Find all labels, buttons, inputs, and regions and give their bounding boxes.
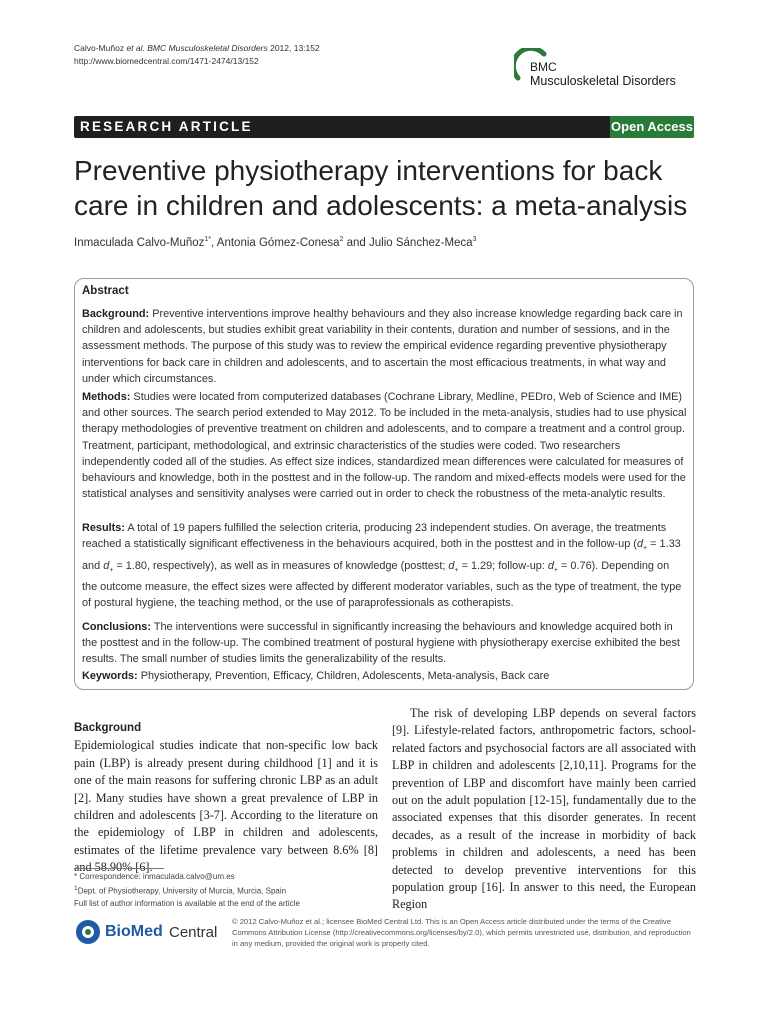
open-access-badge: Open Access [610,116,694,138]
effect-v3: = 1.29; follow-up: [458,559,548,572]
body-paragraph-right: The risk of developing LBP depends on several factors [9]. Lifestyle-related factors, anthropometric factors, school-related factors and psychosocial factors are all associated with LBP in children and adolescents [2,10,11]. Programs for the prevention of LBP and discomfort have mainly been carried out on the adult population [12-15], fundamentally due to the associated expenses that this disorder generates. In recent decades, as a result of the increase in morbidity of back problems in children and adolescents, a need has been detected to develop preventive interventions for this population group [16]. In answer to this need, the European Region [392,706,696,912]
body-column-left [74,720,378,877]
effect-d4-sub: + [553,566,559,574]
effect-d3: d [448,559,455,572]
abstract-conclusions [82,619,687,668]
body-paragraph-left: Epidemiological studies indicate that non-specific low back pain (LBP) is already present during childhood [1] and it is one of the main reasons for suffering chronic LBP as an adult [2]. Many studies have shown a great prevalence of LBP in children and adolescents [3-7]. According to the literature on the epidemiology of LBP in children and adolescents, estimates of the lifetime prevalence vary between 8.6% [8] and 58.90% [6]. [74,738,378,875]
effect-v1: = 1.33 and [82,538,681,572]
affiliation-text: Dept. of Physiotherapy, University of Murcia, Murcia, Spain [77,886,287,896]
biomed-circle-icon [74,918,102,946]
abstract-background-text: Preventive interventions improve healthy behaviours and they also increase knowledge regarding back care in children and adolescents, but studies exhibit great variability in their contents, duration and number of sessions, and in the assessment methods. The purpose of this study was to review the empirical evidence regarding preventive physiotherapy interventions for back care in children and adolescents, and to ascertain the most efficacious treatments, in what way and under which circumstances. [82,308,683,385]
citation-line [74,42,320,55]
affiliation-note [74,883,374,898]
author-3: and Julio Sánchez-Meca [343,236,473,249]
abstract-conclusions-text: The interventions were successful in significantly increasing the behaviours and knowledge acquired both in the posttest and in the follow-up. The combined treatment of postural hygiene with physiotherapy exercise exhibited the best results. The small number of studies limits the generalizability of the results. [82,621,680,666]
abstract-results-text-1: A total of 19 papers fulfilled the selection criteria, producing 23 independent studies. On average, the treatments reached a statistically significant effectiveness in the behaviours acquired, both in the posttest and in the follow-up ( [82,522,667,551]
abstract-keywords [82,668,687,684]
footnote-divider [74,868,164,869]
abstract-results-label: Results: [82,522,125,534]
effect-v4: = 0.76). Depending on the outcome measure, the effect sizes were affected by different moderator variables, such as the type of treatment, the type of postural hygiene, the teaching method, or the use of paraprofessionals as cotherapists. [82,559,682,610]
article-title: Preventive physiotherapy interventions for back care in children and adolescents: a meta-analysis [74,155,688,221]
effect-d2: d [103,559,110,572]
citation-header [74,42,320,68]
abstract-heading: Abstract [82,285,129,297]
abstract-methods [82,389,687,502]
logo-biomed: BioMed [105,923,163,940]
author-2: , Antonia Gómez-Conesa [211,236,340,249]
journal-logo-bmc: BMC [530,60,557,74]
abstract-background-label: Background: [82,308,150,320]
license-text: © 2012 Calvo-Muñoz et al.; licensee BioMed Central Ltd. This is an Open Access article distributed under the terms of the Creative Commons Attribution License (http://creativecommons.org/licenses/by/2.0), which permits unrestricted use, distribution, and reproduction in any medium, provided the original work is properly cited. [232,917,691,948]
footnotes [74,871,374,910]
abstract-results [82,520,687,611]
author-2-affil: 2 [339,236,344,243]
body-column-right [392,705,696,914]
effect-d1: d [636,538,644,551]
effect-d3-sub: + [454,566,459,574]
author-1-affil: 1* [204,236,212,243]
abstract-background [82,306,687,387]
citation-authors: Calvo-Muñoz [74,43,125,53]
journal-logo [514,46,714,96]
abstract-methods-text: Studies were located from computerized databases (Cochrane Library, Medline, PEDro, Web of Science and IME) and other sources. The search period extended to May 2012. To be included in the meta-analysis, studies had to use physical therapy methodologies of preventive treatment on children and adolescents, and to compare a treatment and a control group. Treatment, participant, methodological, and extrinsic characteristics of the studies were coded. Two researchers independently coded all of the studies. As effect size indices, standardized mean differences were calculated for measures of behaviours and knowledge, both in the posttest and in the follow-up. The random and mixed-effects models were used for the statistical analyses and sensitivity analyses were carried out in order to check the robustness of the meta-analytic results. [82,391,687,501]
logo-central: Central [169,924,218,941]
full-list-note: Full list of author information is available at the end of the article [74,898,300,908]
journal-logo-name: Musculoskeletal Disorders [530,74,676,88]
abstract-conclusions-label: Conclusions: [82,621,151,633]
author-1: Inmaculada Calvo-Muñoz [74,236,205,249]
author-3-affil: 3 [472,236,477,243]
effect-v2: = 1.80, respectively), as well as in measures of knowledge (posttest; [113,559,449,572]
article-type-label: RESEARCH ARTICLE [80,119,253,134]
effect-d4: d [547,559,554,572]
affiliation-sup: 1 [74,885,78,892]
citation-year-volume: 2012, 13:152 [270,43,320,53]
abstract-keywords-text: Physiotherapy, Prevention, Efficacy, Children, Adolescents, Meta-analysis, Back care [137,670,550,682]
abstract-methods-label: Methods: [82,391,131,403]
citation-journal: BMC Musculoskeletal Disorders [147,43,268,53]
effect-d2-sub: + [109,566,114,574]
citation-etal: et al. [126,43,145,53]
biomed-central-logo [74,918,224,950]
citation-url[interactable]: http://www.biomedcentral.com/1471-2474/13/152 [74,56,259,66]
correspondence-note: * Correspondence: inmaculada.calvo@um.es [74,872,235,881]
effect-d1-sub: + [643,545,648,553]
section-heading-background: Background [74,722,142,734]
article-type-banner [74,116,694,138]
abstract-keywords-label: Keywords: [82,670,138,682]
author-list [74,236,476,249]
